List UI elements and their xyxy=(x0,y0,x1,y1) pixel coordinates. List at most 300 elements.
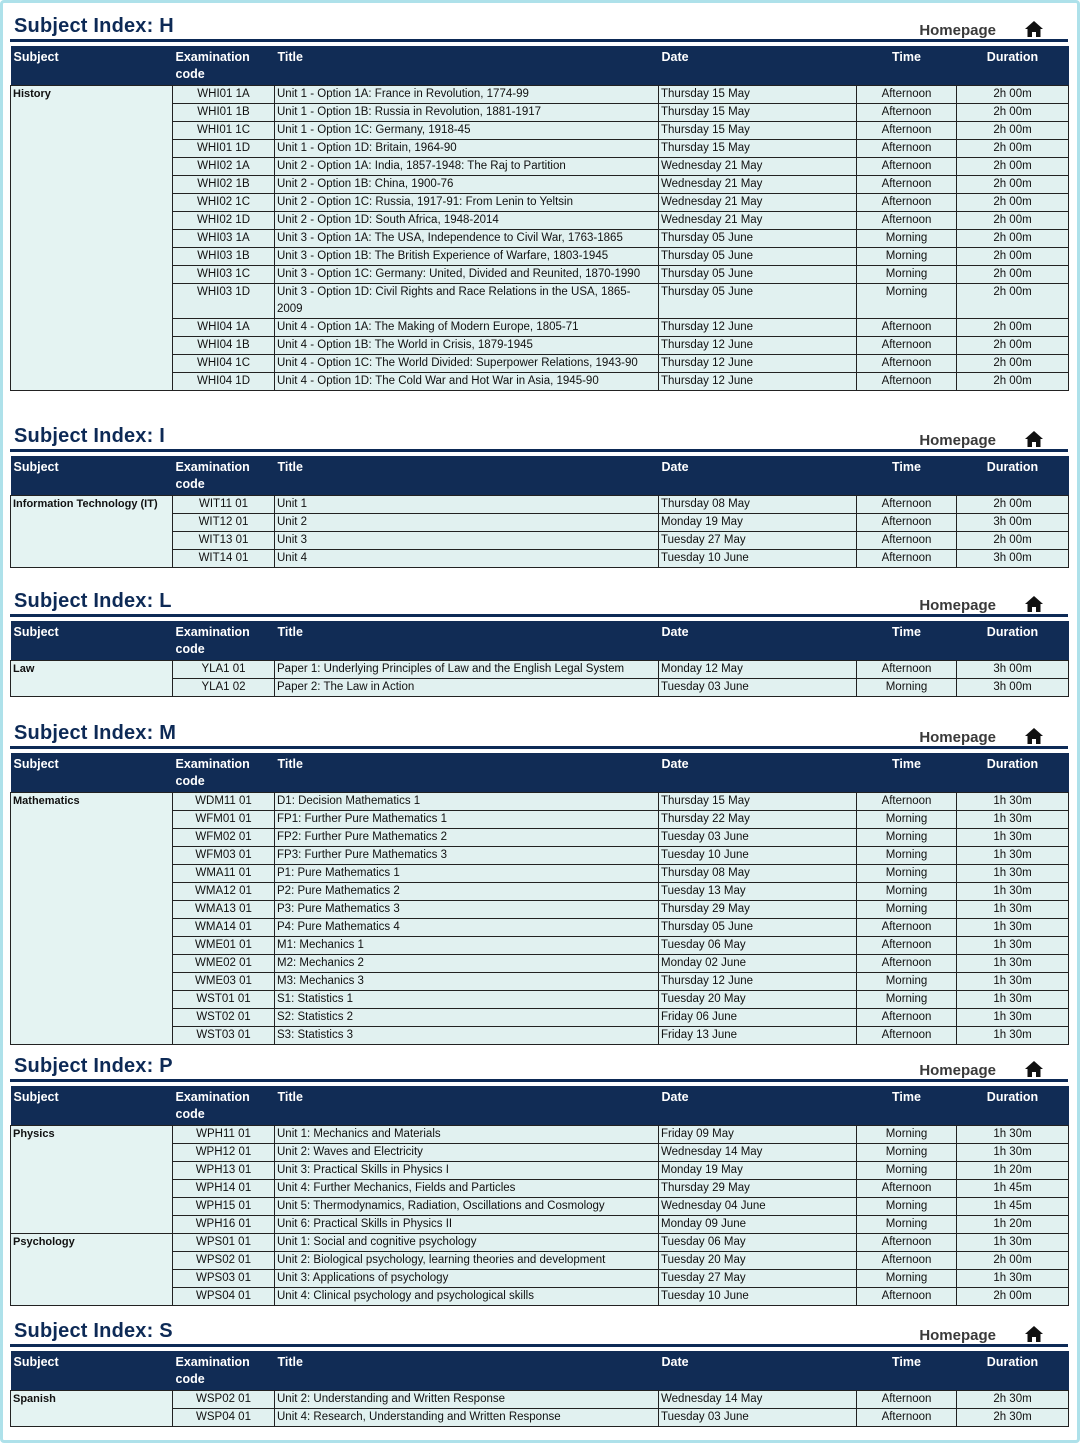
header-date: Date xyxy=(659,456,857,496)
header-code-line1: Examination xyxy=(175,50,250,64)
time-cell: Afternoon xyxy=(857,158,957,176)
time-cell: Morning xyxy=(857,973,957,991)
time-cell: Afternoon xyxy=(857,793,957,811)
header-subject: Subject xyxy=(11,621,173,661)
time-cell: Afternoon xyxy=(857,337,957,355)
header-date: Date xyxy=(659,46,857,86)
table-row xyxy=(11,1234,1069,1252)
exam-code-cell: WPS03 01 xyxy=(173,1270,275,1288)
date-cell: Thursday 15 May xyxy=(659,86,857,104)
section-rule xyxy=(10,449,1068,452)
date-cell: Thursday 12 June xyxy=(659,319,857,337)
exam-code-cell: WPS02 01 xyxy=(173,1252,275,1270)
header-title: Title xyxy=(275,456,659,496)
header-title: Title xyxy=(275,753,659,793)
homepage-link[interactable]: Homepage xyxy=(919,22,996,39)
time-cell: Afternoon xyxy=(857,1409,957,1427)
duration-cell: 1h 30m xyxy=(957,883,1069,901)
title-cell: Unit 1 - Option 1B: Russia in Revolution, 1881-1917 xyxy=(275,104,659,122)
duration-cell: 2h 00m xyxy=(957,140,1069,158)
time-cell: Morning xyxy=(857,266,957,284)
date-cell: Tuesday 27 May xyxy=(659,1270,857,1288)
time-cell: Afternoon xyxy=(857,104,957,122)
subject-index-section xyxy=(10,1052,1068,1306)
date-cell: Tuesday 03 June xyxy=(659,1409,857,1427)
duration-cell: 2h 00m xyxy=(957,104,1069,122)
header-code-line1: Examination xyxy=(175,625,250,639)
title-cell: FP3: Further Pure Mathematics 3 xyxy=(275,847,659,865)
title-cell: M3: Mechanics 3 xyxy=(275,973,659,991)
header-code xyxy=(173,621,275,661)
duration-cell: 1h 30m xyxy=(957,1009,1069,1027)
title-cell: Unit 5: Thermodynamics, Radiation, Oscillations and Cosmology xyxy=(275,1198,659,1216)
date-cell: Thursday 15 May xyxy=(659,122,857,140)
date-cell: Thursday 12 June xyxy=(659,973,857,991)
title-cell: Paper 2: The Law in Action xyxy=(275,679,659,697)
header-code xyxy=(173,753,275,793)
header-date: Date xyxy=(659,1351,857,1391)
date-cell: Tuesday 03 June xyxy=(659,679,857,697)
title-cell: P1: Pure Mathematics 1 xyxy=(275,865,659,883)
table-row xyxy=(11,86,1069,104)
time-cell: Afternoon xyxy=(857,1027,957,1045)
time-cell: Afternoon xyxy=(857,1252,957,1270)
header-duration: Duration xyxy=(957,621,1069,661)
title-cell: P4: Pure Mathematics 4 xyxy=(275,919,659,937)
time-cell: Afternoon xyxy=(857,86,957,104)
time-cell: Afternoon xyxy=(857,319,957,337)
duration-cell: 2h 00m xyxy=(957,86,1069,104)
time-cell: Morning xyxy=(857,811,957,829)
header-time: Time xyxy=(857,621,957,661)
time-cell: Afternoon xyxy=(857,496,957,514)
time-cell: Morning xyxy=(857,1144,957,1162)
duration-cell: 2h 00m xyxy=(957,122,1069,140)
exam-code-cell: WIT14 01 xyxy=(173,550,275,568)
exam-code-cell: WHI02 1D xyxy=(173,212,275,230)
section-rule xyxy=(10,39,1068,42)
title-cell: Unit 4 - Option 1A: The Making of Modern Europe, 1805-71 xyxy=(275,319,659,337)
duration-cell: 2h 30m xyxy=(957,1391,1069,1409)
header-subject: Subject xyxy=(11,1351,173,1391)
section-rule xyxy=(10,614,1068,617)
homepage-link[interactable]: Homepage xyxy=(919,597,996,614)
exam-code-cell: WPS01 01 xyxy=(173,1234,275,1252)
exam-code-cell: WHI02 1B xyxy=(173,176,275,194)
duration-cell: 1h 30m xyxy=(957,937,1069,955)
duration-cell: 1h 30m xyxy=(957,991,1069,1009)
duration-cell: 1h 20m xyxy=(957,1162,1069,1180)
duration-cell: 1h 30m xyxy=(957,1126,1069,1144)
table-header-row xyxy=(11,46,1069,86)
section-rule xyxy=(10,746,1068,749)
exam-code-cell: WPS04 01 xyxy=(173,1288,275,1306)
section-title: Subject Index: H xyxy=(14,15,174,37)
time-cell: Morning xyxy=(857,1162,957,1180)
homepage-link[interactable]: Homepage xyxy=(919,1327,996,1344)
exam-code-cell: WHI02 1A xyxy=(173,158,275,176)
exam-code-cell: WSP04 01 xyxy=(173,1409,275,1427)
title-cell: Unit 1 xyxy=(275,496,659,514)
subject-cell: Spanish xyxy=(11,1391,173,1427)
header-code-line2: code xyxy=(175,774,205,788)
date-cell: Tuesday 03 June xyxy=(659,829,857,847)
title-cell: FP1: Further Pure Mathematics 1 xyxy=(275,811,659,829)
time-cell: Afternoon xyxy=(857,955,957,973)
duration-cell: 3h 00m xyxy=(957,514,1069,532)
exam-code-cell: WHI01 1A xyxy=(173,86,275,104)
date-cell: Thursday 12 June xyxy=(659,373,857,391)
duration-cell: 1h 30m xyxy=(957,1027,1069,1045)
section-title: Subject Index: S xyxy=(14,1320,173,1342)
subject-index-section xyxy=(10,1317,1068,1427)
header-code-line2: code xyxy=(175,1107,205,1121)
duration-cell: 2h 30m xyxy=(957,1409,1069,1427)
section-title: Subject Index: L xyxy=(14,590,172,612)
exam-code-cell: WMA11 01 xyxy=(173,865,275,883)
time-cell: Afternoon xyxy=(857,532,957,550)
header-code-line1: Examination xyxy=(175,1355,250,1369)
exam-code-cell: WHI03 1B xyxy=(173,248,275,266)
time-cell: Afternoon xyxy=(857,212,957,230)
title-cell: M2: Mechanics 2 xyxy=(275,955,659,973)
exam-table xyxy=(10,753,1069,1045)
date-cell: Thursday 15 May xyxy=(659,104,857,122)
exam-code-cell: WME01 01 xyxy=(173,937,275,955)
title-cell: FP2: Further Pure Mathematics 2 xyxy=(275,829,659,847)
header-title: Title xyxy=(275,621,659,661)
section-header xyxy=(10,719,1068,749)
title-cell: Unit 3 - Option 1D: Civil Rights and Race Relations in the USA, 1865-2009 xyxy=(275,284,659,319)
date-cell: Thursday 08 May xyxy=(659,865,857,883)
exam-code-cell: WHI04 1D xyxy=(173,373,275,391)
time-cell: Afternoon xyxy=(857,1234,957,1252)
time-cell: Morning xyxy=(857,829,957,847)
exam-code-cell: WIT13 01 xyxy=(173,532,275,550)
time-cell: Morning xyxy=(857,991,957,1009)
header-code xyxy=(173,46,275,86)
exam-code-cell: WHI04 1B xyxy=(173,337,275,355)
header-code-line1: Examination xyxy=(175,757,250,771)
exam-code-cell: WSP02 01 xyxy=(173,1391,275,1409)
table-row xyxy=(11,793,1069,811)
home-icon[interactable] xyxy=(1024,1325,1044,1343)
duration-cell: 2h 00m xyxy=(957,1252,1069,1270)
date-cell: Tuesday 20 May xyxy=(659,1252,857,1270)
duration-cell: 1h 45m xyxy=(957,1180,1069,1198)
section-title: Subject Index: I xyxy=(14,425,166,447)
title-cell: Unit 3 xyxy=(275,532,659,550)
title-cell: Unit 2 - Option 1A: India, 1857-1948: The Raj to Partition xyxy=(275,158,659,176)
exam-code-cell: WHI04 1C xyxy=(173,355,275,373)
date-cell: Thursday 05 June xyxy=(659,230,857,248)
section-header xyxy=(10,1317,1068,1347)
date-cell: Wednesday 04 June xyxy=(659,1198,857,1216)
time-cell: Afternoon xyxy=(857,122,957,140)
date-cell: Monday 02 June xyxy=(659,955,857,973)
header-date: Date xyxy=(659,753,857,793)
section-header xyxy=(10,1052,1068,1082)
homepage-link[interactable]: Homepage xyxy=(919,432,996,449)
table-header-row xyxy=(11,621,1069,661)
exam-code-cell: WPH13 01 xyxy=(173,1162,275,1180)
exam-code-cell: WST01 01 xyxy=(173,991,275,1009)
header-code-line2: code xyxy=(175,642,205,656)
subject-cell: Mathematics xyxy=(11,793,173,1045)
time-cell: Afternoon xyxy=(857,661,957,679)
time-cell: Morning xyxy=(857,883,957,901)
title-cell: Unit 4: Clinical psychology and psychological skills xyxy=(275,1288,659,1306)
exam-code-cell: WPH16 01 xyxy=(173,1216,275,1234)
table-row xyxy=(11,661,1069,679)
title-cell: Unit 1: Mechanics and Materials xyxy=(275,1126,659,1144)
table-row xyxy=(11,1126,1069,1144)
title-cell: Unit 2: Biological psychology, learning theories and development xyxy=(275,1252,659,1270)
duration-cell: 2h 00m xyxy=(957,248,1069,266)
exam-code-cell: YLA1 02 xyxy=(173,679,275,697)
date-cell: Tuesday 10 June xyxy=(659,847,857,865)
title-cell: Unit 1: Social and cognitive psychology xyxy=(275,1234,659,1252)
date-cell: Thursday 05 June xyxy=(659,248,857,266)
exam-table xyxy=(10,46,1069,391)
homepage-link[interactable]: Homepage xyxy=(919,1062,996,1079)
title-cell: D1: Decision Mathematics 1 xyxy=(275,793,659,811)
duration-cell: 2h 00m xyxy=(957,337,1069,355)
date-cell: Friday 06 June xyxy=(659,1009,857,1027)
duration-cell: 2h 00m xyxy=(957,266,1069,284)
duration-cell: 1h 30m xyxy=(957,955,1069,973)
subject-index-section xyxy=(10,587,1068,697)
section-header xyxy=(10,422,1068,452)
date-cell: Wednesday 21 May xyxy=(659,176,857,194)
table-header-row xyxy=(11,1351,1069,1391)
header-subject: Subject xyxy=(11,1086,173,1126)
duration-cell: 2h 00m xyxy=(957,1288,1069,1306)
time-cell: Morning xyxy=(857,1198,957,1216)
home-icon[interactable] xyxy=(1024,1060,1044,1078)
exam-code-cell: WHI03 1D xyxy=(173,284,275,319)
time-cell: Afternoon xyxy=(857,937,957,955)
subject-cell: History xyxy=(11,86,173,391)
duration-cell: 2h 00m xyxy=(957,355,1069,373)
date-cell: Tuesday 10 June xyxy=(659,550,857,568)
subject-index-section xyxy=(10,719,1068,1045)
home-icon[interactable] xyxy=(1024,20,1044,38)
time-cell: Afternoon xyxy=(857,1009,957,1027)
duration-cell: 2h 00m xyxy=(957,373,1069,391)
duration-cell: 1h 30m xyxy=(957,1270,1069,1288)
homepage-link[interactable]: Homepage xyxy=(919,729,996,746)
subject-index-section xyxy=(10,422,1068,568)
title-cell: Unit 6: Practical Skills in Physics II xyxy=(275,1216,659,1234)
header-code-line2: code xyxy=(175,67,205,81)
date-cell: Thursday 22 May xyxy=(659,811,857,829)
home-icon[interactable] xyxy=(1024,595,1044,613)
exam-code-cell: WIT11 01 xyxy=(173,496,275,514)
header-date: Date xyxy=(659,621,857,661)
subject-cell: Law xyxy=(11,661,173,697)
duration-cell: 2h 00m xyxy=(957,212,1069,230)
header-duration: Duration xyxy=(957,753,1069,793)
header-date: Date xyxy=(659,1086,857,1126)
time-cell: Morning xyxy=(857,865,957,883)
time-cell: Morning xyxy=(857,901,957,919)
header-time: Time xyxy=(857,1351,957,1391)
time-cell: Afternoon xyxy=(857,176,957,194)
time-cell: Morning xyxy=(857,679,957,697)
title-cell: Unit 2 - Option 1D: South Africa, 1948-2014 xyxy=(275,212,659,230)
header-code-line2: code xyxy=(175,477,205,491)
table-row xyxy=(11,1391,1069,1409)
exam-code-cell: WPH11 01 xyxy=(173,1126,275,1144)
exam-code-cell: WMA14 01 xyxy=(173,919,275,937)
title-cell: Unit 2 - Option 1B: China, 1900-76 xyxy=(275,176,659,194)
header-code-line2: code xyxy=(175,1372,205,1386)
time-cell: Morning xyxy=(857,284,957,319)
date-cell: Wednesday 21 May xyxy=(659,158,857,176)
duration-cell: 3h 00m xyxy=(957,661,1069,679)
header-subject: Subject xyxy=(11,456,173,496)
duration-cell: 2h 00m xyxy=(957,194,1069,212)
time-cell: Afternoon xyxy=(857,1288,957,1306)
title-cell: Unit 1 - Option 1D: Britain, 1964-90 xyxy=(275,140,659,158)
subject-cell: Physics xyxy=(11,1126,173,1234)
title-cell: S3: Statistics 3 xyxy=(275,1027,659,1045)
title-cell: Unit 4: Further Mechanics, Fields and Particles xyxy=(275,1180,659,1198)
duration-cell: 2h 00m xyxy=(957,284,1069,319)
date-cell: Tuesday 06 May xyxy=(659,1234,857,1252)
exam-code-cell: WFM01 01 xyxy=(173,811,275,829)
header-subject: Subject xyxy=(11,46,173,86)
title-cell: Unit 3: Practical Skills in Physics I xyxy=(275,1162,659,1180)
date-cell: Thursday 12 June xyxy=(659,337,857,355)
title-cell: Unit 1 - Option 1A: France in Revolution, 1774-99 xyxy=(275,86,659,104)
date-cell: Monday 09 June xyxy=(659,1216,857,1234)
date-cell: Wednesday 21 May xyxy=(659,212,857,230)
exam-code-cell: WFM02 01 xyxy=(173,829,275,847)
header-time: Time xyxy=(857,753,957,793)
date-cell: Tuesday 06 May xyxy=(659,937,857,955)
title-cell: M1: Mechanics 1 xyxy=(275,937,659,955)
date-cell: Wednesday 14 May xyxy=(659,1144,857,1162)
title-cell: Unit 2: Understanding and Written Response xyxy=(275,1391,659,1409)
table-header-row xyxy=(11,753,1069,793)
title-cell: Paper 1: Underlying Principles of Law and the English Legal System xyxy=(275,661,659,679)
duration-cell: 3h 00m xyxy=(957,550,1069,568)
header-code-line1: Examination xyxy=(175,460,250,474)
duration-cell: 1h 30m xyxy=(957,901,1069,919)
time-cell: Afternoon xyxy=(857,514,957,532)
exam-code-cell: WHI02 1C xyxy=(173,194,275,212)
exam-code-cell: WPH15 01 xyxy=(173,1198,275,1216)
exam-code-cell: WMA12 01 xyxy=(173,883,275,901)
header-duration: Duration xyxy=(957,456,1069,496)
title-cell: Unit 3 - Option 1B: The British Experience of Warfare, 1803-1945 xyxy=(275,248,659,266)
exam-code-cell: WHI03 1A xyxy=(173,230,275,248)
duration-cell: 3h 00m xyxy=(957,679,1069,697)
date-cell: Friday 09 May xyxy=(659,1126,857,1144)
date-cell: Monday 19 May xyxy=(659,1162,857,1180)
exam-table xyxy=(10,621,1069,697)
header-code-line1: Examination xyxy=(175,1090,250,1104)
duration-cell: 2h 00m xyxy=(957,319,1069,337)
home-icon[interactable] xyxy=(1024,430,1044,448)
exam-code-cell: WME03 01 xyxy=(173,973,275,991)
table-header-row xyxy=(11,456,1069,496)
section-rule xyxy=(10,1079,1068,1082)
header-time: Time xyxy=(857,456,957,496)
duration-cell: 1h 30m xyxy=(957,973,1069,991)
date-cell: Thursday 15 May xyxy=(659,793,857,811)
time-cell: Afternoon xyxy=(857,355,957,373)
exam-code-cell: WST02 01 xyxy=(173,1009,275,1027)
date-cell: Monday 12 May xyxy=(659,661,857,679)
header-duration: Duration xyxy=(957,1351,1069,1391)
exam-code-cell: WST03 01 xyxy=(173,1027,275,1045)
header-time: Time xyxy=(857,46,957,86)
time-cell: Afternoon xyxy=(857,140,957,158)
time-cell: Morning xyxy=(857,1126,957,1144)
duration-cell: 1h 30m xyxy=(957,811,1069,829)
exam-code-cell: WPH12 01 xyxy=(173,1144,275,1162)
duration-cell: 1h 30m xyxy=(957,865,1069,883)
date-cell: Tuesday 10 June xyxy=(659,1288,857,1306)
section-rule xyxy=(10,1344,1068,1347)
title-cell: Unit 3: Applications of psychology xyxy=(275,1270,659,1288)
exam-code-cell: WHI04 1A xyxy=(173,319,275,337)
time-cell: Morning xyxy=(857,248,957,266)
header-duration: Duration xyxy=(957,1086,1069,1126)
date-cell: Wednesday 14 May xyxy=(659,1391,857,1409)
title-cell: Unit 3 - Option 1A: The USA, Independence to Civil War, 1763-1865 xyxy=(275,230,659,248)
exam-code-cell: WHI01 1C xyxy=(173,122,275,140)
exam-code-cell: WHI01 1B xyxy=(173,104,275,122)
header-subject: Subject xyxy=(11,753,173,793)
title-cell: S1: Statistics 1 xyxy=(275,991,659,1009)
time-cell: Afternoon xyxy=(857,919,957,937)
duration-cell: 1h 30m xyxy=(957,829,1069,847)
time-cell: Morning xyxy=(857,1270,957,1288)
exam-code-cell: YLA1 01 xyxy=(173,661,275,679)
duration-cell: 1h 30m xyxy=(957,793,1069,811)
exam-table xyxy=(10,1086,1069,1306)
duration-cell: 1h 30m xyxy=(957,847,1069,865)
header-title: Title xyxy=(275,1086,659,1126)
duration-cell: 2h 00m xyxy=(957,230,1069,248)
exam-code-cell: WHI03 1C xyxy=(173,266,275,284)
exam-code-cell: WDM11 01 xyxy=(173,793,275,811)
title-cell: Unit 2: Waves and Electricity xyxy=(275,1144,659,1162)
exam-code-cell: WPH14 01 xyxy=(173,1180,275,1198)
home-icon[interactable] xyxy=(1024,727,1044,745)
table-header-row xyxy=(11,1086,1069,1126)
header-code xyxy=(173,1086,275,1126)
title-cell: Unit 3 - Option 1C: Germany: United, Divided and Reunited, 1870-1990 xyxy=(275,266,659,284)
section-header xyxy=(10,587,1068,617)
date-cell: Thursday 15 May xyxy=(659,140,857,158)
title-cell: P2: Pure Mathematics 2 xyxy=(275,883,659,901)
subject-cell: Psychology xyxy=(11,1234,173,1306)
title-cell: Unit 4: Research, Understanding and Written Response xyxy=(275,1409,659,1427)
time-cell: Afternoon xyxy=(857,373,957,391)
title-cell: Unit 4 - Option 1D: The Cold War and Hot War in Asia, 1945-90 xyxy=(275,373,659,391)
exam-code-cell: WME02 01 xyxy=(173,955,275,973)
time-cell: Afternoon xyxy=(857,550,957,568)
header-time: Time xyxy=(857,1086,957,1126)
time-cell: Morning xyxy=(857,847,957,865)
time-cell: Afternoon xyxy=(857,1391,957,1409)
time-cell: Morning xyxy=(857,1216,957,1234)
